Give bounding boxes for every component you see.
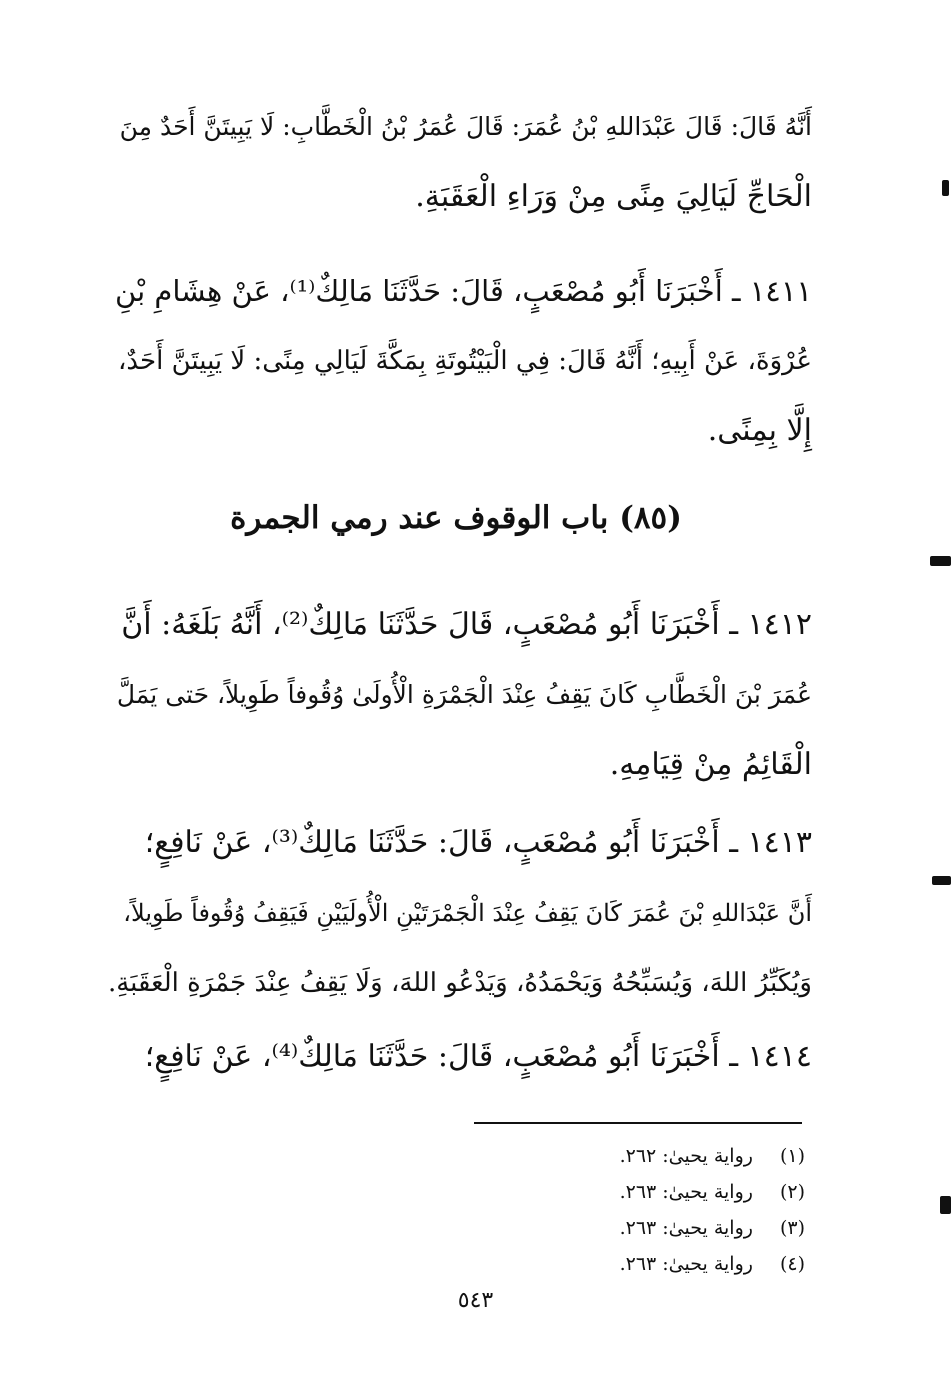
footnote-separator <box>474 1122 802 1124</box>
text-line: أَنَّهُ قَالَ: قَالَ عَبْدَاللهِ بْنُ عُمَرَ: قَالَ عُمَرُ بْنُ الْخَطَّابِ: لَا يَبِيتَنَّ أَحَدٌ مِنَ <box>119 112 812 141</box>
footnote-item <box>560 1210 805 1246</box>
text-line: أَنَّ عَبْدَاللهِ بْنَ عُمَرَ كَانَ يَقِفُ عِنْدَ الْجَمْرَتَيْنِ الْأُولَيَيْنِ فَيَقِفُ وُقُوفاً طَوِيلاً، <box>123 899 812 927</box>
paragraph-hadith-1411 <box>100 256 812 466</box>
scan-mark <box>940 1196 951 1214</box>
footnote-number: (٢) <box>779 1181 805 1203</box>
text-line: الْحَاجِّ لَيَالِيَ مِنًى مِنْ وَرَاءِ الْعَقَبَةِ. <box>415 179 812 214</box>
footnote-text: رواية يحيىٰ: ٢٦٣. <box>619 1181 753 1203</box>
scan-mark <box>932 876 951 885</box>
footnotes <box>560 1138 805 1282</box>
paragraph-hadith-1412 <box>100 590 812 800</box>
page-number: ٥٤٣ <box>457 1288 494 1313</box>
scan-mark <box>930 556 951 566</box>
paragraph-hadith-1414 <box>100 1022 812 1092</box>
text-line: إِلَّا بِمِنًى. <box>707 413 812 448</box>
text-line: الْقَائِمُ مِنْ قِيَامِهِ. <box>609 747 812 782</box>
footnote-text: رواية يحيىٰ: ٢٦٣. <box>619 1217 753 1239</box>
footnote-number: (١) <box>779 1145 805 1167</box>
paragraph-hadith-1413 <box>100 808 812 1018</box>
scan-mark <box>942 180 949 196</box>
text-line: ١٤١٤ ـ أَخْبَرَنَا أَبُو مُصْعَبٍ، قَالَ: حَدَّثَنَا مَالِكٌ⁽⁴⁾، عَنْ نَافِعٍ؛ <box>144 1039 812 1074</box>
text-line: وَيُكَبِّرُ اللهَ، وَيُسَبِّحُهُ وَيَحْمَدُهُ، وَيَدْعُو اللهَ، وَلَا يَقِفُ عِنْدَ جَمْرَةِ الْعَقَبَةِ. <box>107 968 812 998</box>
footnote-text: رواية يحيىٰ: ٢٦٣. <box>619 1253 753 1275</box>
footnote-number: (٤) <box>779 1253 805 1275</box>
footnote-item <box>560 1174 805 1210</box>
text-line: ١٤١١ ـ أَخْبَرَنَا أَبُو مُصْعَبٍ، قَالَ: حَدَّثَنَا مَالِكٌ⁽¹⁾، عَنْ هِشَامِ بْنِ <box>115 274 812 308</box>
text-line: عُرْوَةَ، عَنْ أَبِيهِ؛ أَنَّهُ قَالَ: فِي الْبَيْتُوتَةِ بِمَكَّةَ لَيَالِي مِنًى: لَا يَبِيتَنَّ أَحَدٌ، <box>118 346 812 376</box>
paragraph-intro <box>100 92 812 232</box>
text-line: ١٤١٢ ـ أَخْبَرَنَا أَبُو مُصْعَبٍ، قَالَ حَدَّثَنَا مَالِكٌ⁽²⁾، أَنَّهُ بَلَغَهُ: أَنَّ <box>121 607 812 642</box>
footnote-item <box>560 1246 805 1282</box>
footnote-number: (٣) <box>779 1217 805 1239</box>
footnote-text: رواية يحيىٰ: ٢٦٢. <box>619 1145 753 1167</box>
text-line: عُمَرَ بْنَ الْخَطَّابِ كَانَ يَقِفُ عِنْدَ الْجَمْرَةِ الْأُولَىٰ وُقُوفاً طَوِيلاً، حَتى يَمَلَّ <box>116 680 812 709</box>
footnote-item <box>560 1138 805 1174</box>
text-line: ١٤١٣ ـ أَخْبَرَنَا أَبُو مُصْعَبٍ، قَالَ: حَدَّثَنَا مَالِكٌ⁽³⁾، عَنْ نَافِعٍ؛ <box>144 825 812 860</box>
chapter-heading: (٨٥) باب الوقوف عند رمي الجمرة <box>230 500 682 536</box>
